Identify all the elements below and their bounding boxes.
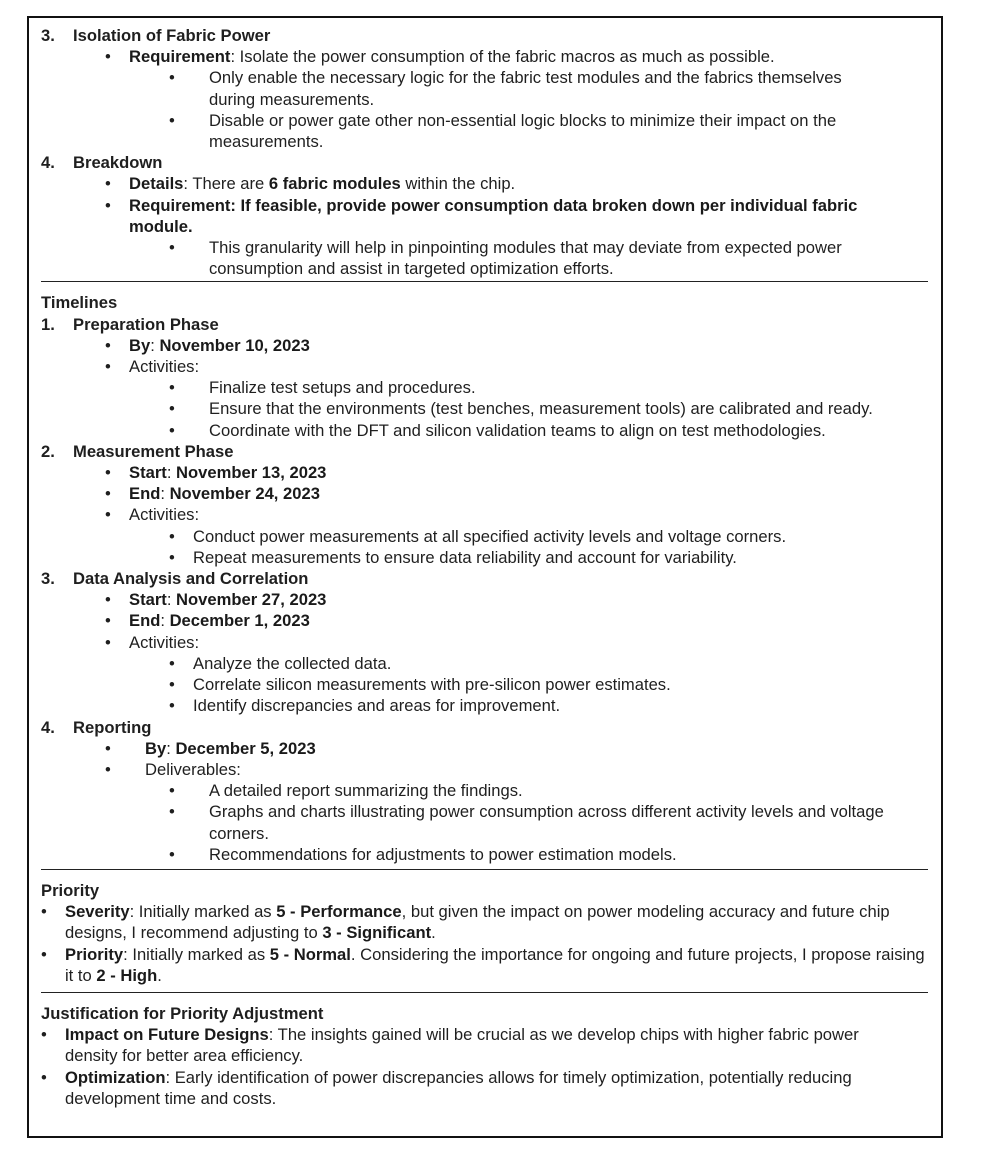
timelines-title: Timelines bbox=[41, 293, 118, 313]
date-value: December 5, 2023 bbox=[175, 738, 316, 758]
item-text: . bbox=[157, 965, 162, 985]
activity-item bbox=[41, 547, 925, 568]
priority-item bbox=[41, 901, 925, 943]
heading-text: Breakdown bbox=[73, 153, 163, 173]
justification-item bbox=[41, 1024, 925, 1066]
deliverable-text: Recommendations for adjustments to power estimation models. bbox=[209, 844, 677, 864]
item-text: : The insights gained will be crucial as we develop chips with higher fabric power density for better area efficiency. bbox=[65, 1025, 859, 1066]
bullet-icon: • bbox=[169, 675, 175, 695]
heading-number: 3. bbox=[41, 26, 55, 45]
activity-text: Coordinate with the DFT and silicon validation teams to align on test methodologies. bbox=[209, 420, 826, 440]
activity-item bbox=[41, 695, 925, 716]
date-label: Start bbox=[129, 590, 167, 610]
date-label: Start bbox=[129, 463, 167, 483]
item-text: , but given the impact on power modeling accuracy and future chip designs, I recommend adjusting to bbox=[65, 902, 890, 943]
phase-date: • By: December 5, 2023 bbox=[105, 738, 316, 758]
bullet-icon: • bbox=[41, 1025, 47, 1045]
item-text: : Initially marked as bbox=[123, 944, 270, 964]
bullet-icon: • bbox=[41, 1067, 47, 1087]
item-label: Severity bbox=[65, 902, 130, 922]
bullet-icon: • bbox=[105, 195, 111, 215]
phase-activities-label bbox=[41, 504, 925, 525]
activity-item bbox=[41, 653, 925, 674]
requirement-text: : Isolate the power consumption of the fabric macros as much as possible. bbox=[230, 47, 775, 67]
bullet-icon: • bbox=[105, 335, 111, 355]
breakdown-requirement bbox=[41, 195, 925, 237]
deliverable-text: Graphs and charts illustrating power consumption across different activity levels and voltage corners. bbox=[209, 802, 884, 843]
bullet-icon: • bbox=[105, 611, 111, 631]
phase-date: • End: December 1, 2023 bbox=[105, 611, 310, 631]
bullet-icon: • bbox=[169, 547, 175, 567]
activity-text: Correlate silicon measurements with pre-silicon power estimates. bbox=[193, 675, 671, 695]
activities-label: Activities: bbox=[129, 632, 200, 652]
phase-date: • Start: November 13, 2023 bbox=[105, 463, 327, 483]
date-label: By bbox=[145, 738, 167, 758]
document-frame bbox=[27, 16, 943, 1138]
activity-text: Conduct power measurements at all specified activity levels and voltage corners. bbox=[193, 526, 787, 546]
date-label: End bbox=[129, 611, 161, 631]
item-text: . bbox=[431, 923, 436, 943]
heading-text: Reporting bbox=[73, 717, 152, 737]
justification-item bbox=[41, 1067, 925, 1109]
bullet-icon: • bbox=[169, 696, 175, 716]
bullet-icon: • bbox=[169, 68, 175, 88]
heading-text: Measurement Phase bbox=[73, 441, 234, 461]
justification-title: Justification for Priority Adjustment bbox=[41, 1003, 324, 1023]
phase-activities-label bbox=[41, 356, 925, 377]
date-label: End bbox=[129, 484, 161, 504]
bullet-icon: • bbox=[105, 47, 111, 67]
bullet-icon: • bbox=[169, 238, 175, 258]
date-label: By bbox=[129, 335, 151, 355]
bullet-icon: • bbox=[169, 844, 175, 864]
date-value: November 24, 2023 bbox=[169, 484, 320, 504]
bullet-icon: • bbox=[105, 463, 111, 483]
phase-heading bbox=[41, 568, 925, 589]
item-label: Priority bbox=[65, 944, 124, 964]
requirement-text: Requirement: If feasible, provide power consumption data broken down per individual fabric module. bbox=[129, 195, 858, 236]
phase-date: • End: November 24, 2023 bbox=[105, 484, 320, 504]
bullet-icon: • bbox=[105, 357, 111, 377]
breakdown-subitem bbox=[41, 237, 925, 279]
isolation-subitem bbox=[41, 67, 925, 109]
bullet-icon: • bbox=[169, 399, 175, 419]
details-text: : There are bbox=[183, 174, 269, 194]
activity-item bbox=[41, 398, 925, 419]
breakdown-details bbox=[41, 173, 925, 194]
item-bold: 5 - Performance bbox=[276, 902, 402, 922]
activity-text: Identify discrepancies and areas for improvement. bbox=[193, 696, 561, 716]
bullet-icon: • bbox=[105, 484, 111, 504]
bullet-icon: • bbox=[169, 420, 175, 440]
bullet-icon: • bbox=[169, 802, 175, 822]
bullet-icon: • bbox=[41, 944, 47, 964]
deliverable-text: A detailed report summarizing the findings. bbox=[209, 781, 523, 801]
phase-activities-label bbox=[41, 632, 925, 653]
bullet-icon: • bbox=[105, 632, 111, 652]
bullet-icon: • bbox=[105, 505, 111, 525]
item-label: Impact on Future Designs bbox=[65, 1025, 269, 1045]
activity-text: Repeat measurements to ensure data reliability and account for variability. bbox=[193, 547, 737, 567]
date-value: December 1, 2023 bbox=[169, 611, 310, 631]
phase-heading bbox=[41, 441, 925, 462]
priority-item bbox=[41, 944, 925, 986]
bullet-icon: • bbox=[105, 759, 111, 779]
activities-label: Activities: bbox=[129, 505, 200, 525]
subitem-text: Only enable the necessary logic for the fabric test modules and the fabrics themselves during measurements. bbox=[209, 68, 842, 109]
heading-text: Isolation of Fabric Power bbox=[73, 26, 271, 45]
activity-text: Analyze the collected data. bbox=[193, 653, 392, 673]
bullet-icon: • bbox=[169, 653, 175, 673]
activity-item bbox=[41, 420, 925, 441]
bullet-icon: • bbox=[169, 110, 175, 130]
priority-title: Priority bbox=[41, 880, 100, 900]
activity-item bbox=[41, 377, 925, 398]
item-text: : Early identification of power discrepancies allows for timely optimization, potentially reducing development time and costs. bbox=[65, 1067, 852, 1108]
item-text: . Considering the importance for ongoing and future projects, I propose raising it to bbox=[65, 944, 925, 985]
item-text: : Initially marked as bbox=[129, 902, 277, 922]
date-value: November 13, 2023 bbox=[176, 463, 327, 483]
breakdown-heading bbox=[41, 152, 925, 173]
deliverable-item bbox=[41, 844, 925, 865]
heading-number: 4. bbox=[41, 153, 55, 173]
isolation-subitem bbox=[41, 110, 925, 152]
bullet-icon: • bbox=[105, 738, 111, 758]
isolation-requirement bbox=[41, 46, 925, 67]
details-text-post: within the chip. bbox=[400, 174, 516, 194]
details-label: Details bbox=[129, 174, 184, 194]
bullet-icon: • bbox=[169, 378, 175, 398]
bullet-icon: • bbox=[41, 902, 47, 922]
heading-number: 3. bbox=[41, 569, 55, 589]
bullet-icon: • bbox=[105, 590, 111, 610]
activity-text: Finalize test setups and procedures. bbox=[209, 378, 476, 398]
deliverable-item bbox=[41, 780, 925, 801]
details-bold: 6 fabric modules bbox=[268, 174, 401, 194]
activity-text: Ensure that the environments (test benches, measurement tools) are calibrated and ready. bbox=[209, 399, 873, 419]
subitem-text: Disable or power gate other non-essential logic blocks to minimize their impact on the measurements. bbox=[209, 110, 837, 152]
heading-number: 1. bbox=[41, 314, 55, 334]
bullet-icon: • bbox=[169, 526, 175, 546]
heading-text: Data Analysis and Correlation bbox=[73, 569, 309, 589]
heading-number: 2. bbox=[41, 441, 55, 461]
item-bold: 2 - High bbox=[96, 965, 158, 985]
activity-item bbox=[41, 526, 925, 547]
bullet-icon: • bbox=[169, 781, 175, 801]
phase-heading bbox=[41, 717, 925, 738]
phase-heading bbox=[41, 314, 925, 335]
subitem-text: This granularity will help in pinpointing modules that may deviate from expected power consumption and assist in targeted optimization efforts. bbox=[209, 238, 842, 279]
date-value: November 10, 2023 bbox=[159, 335, 310, 355]
heading-number: 4. bbox=[41, 717, 55, 737]
deliverable-item bbox=[41, 801, 925, 843]
deliverables-label: Deliverables: bbox=[145, 759, 241, 779]
phase-activities-label bbox=[41, 759, 925, 780]
activities-label: Activities: bbox=[129, 357, 200, 377]
item-bold: 3 - Significant bbox=[322, 923, 432, 943]
item-bold: 5 - Normal bbox=[269, 944, 351, 964]
heading-text: Preparation Phase bbox=[73, 314, 219, 334]
date-value: November 27, 2023 bbox=[176, 590, 327, 610]
isolation-heading bbox=[41, 25, 925, 46]
bullet-icon: • bbox=[105, 174, 111, 194]
activity-item bbox=[41, 674, 925, 695]
phase-date: • Start: November 27, 2023 bbox=[105, 590, 327, 610]
requirement-label: Requirement bbox=[129, 47, 231, 67]
phase-date: • By: November 10, 2023 bbox=[105, 335, 310, 355]
item-label: Optimization bbox=[65, 1067, 166, 1087]
